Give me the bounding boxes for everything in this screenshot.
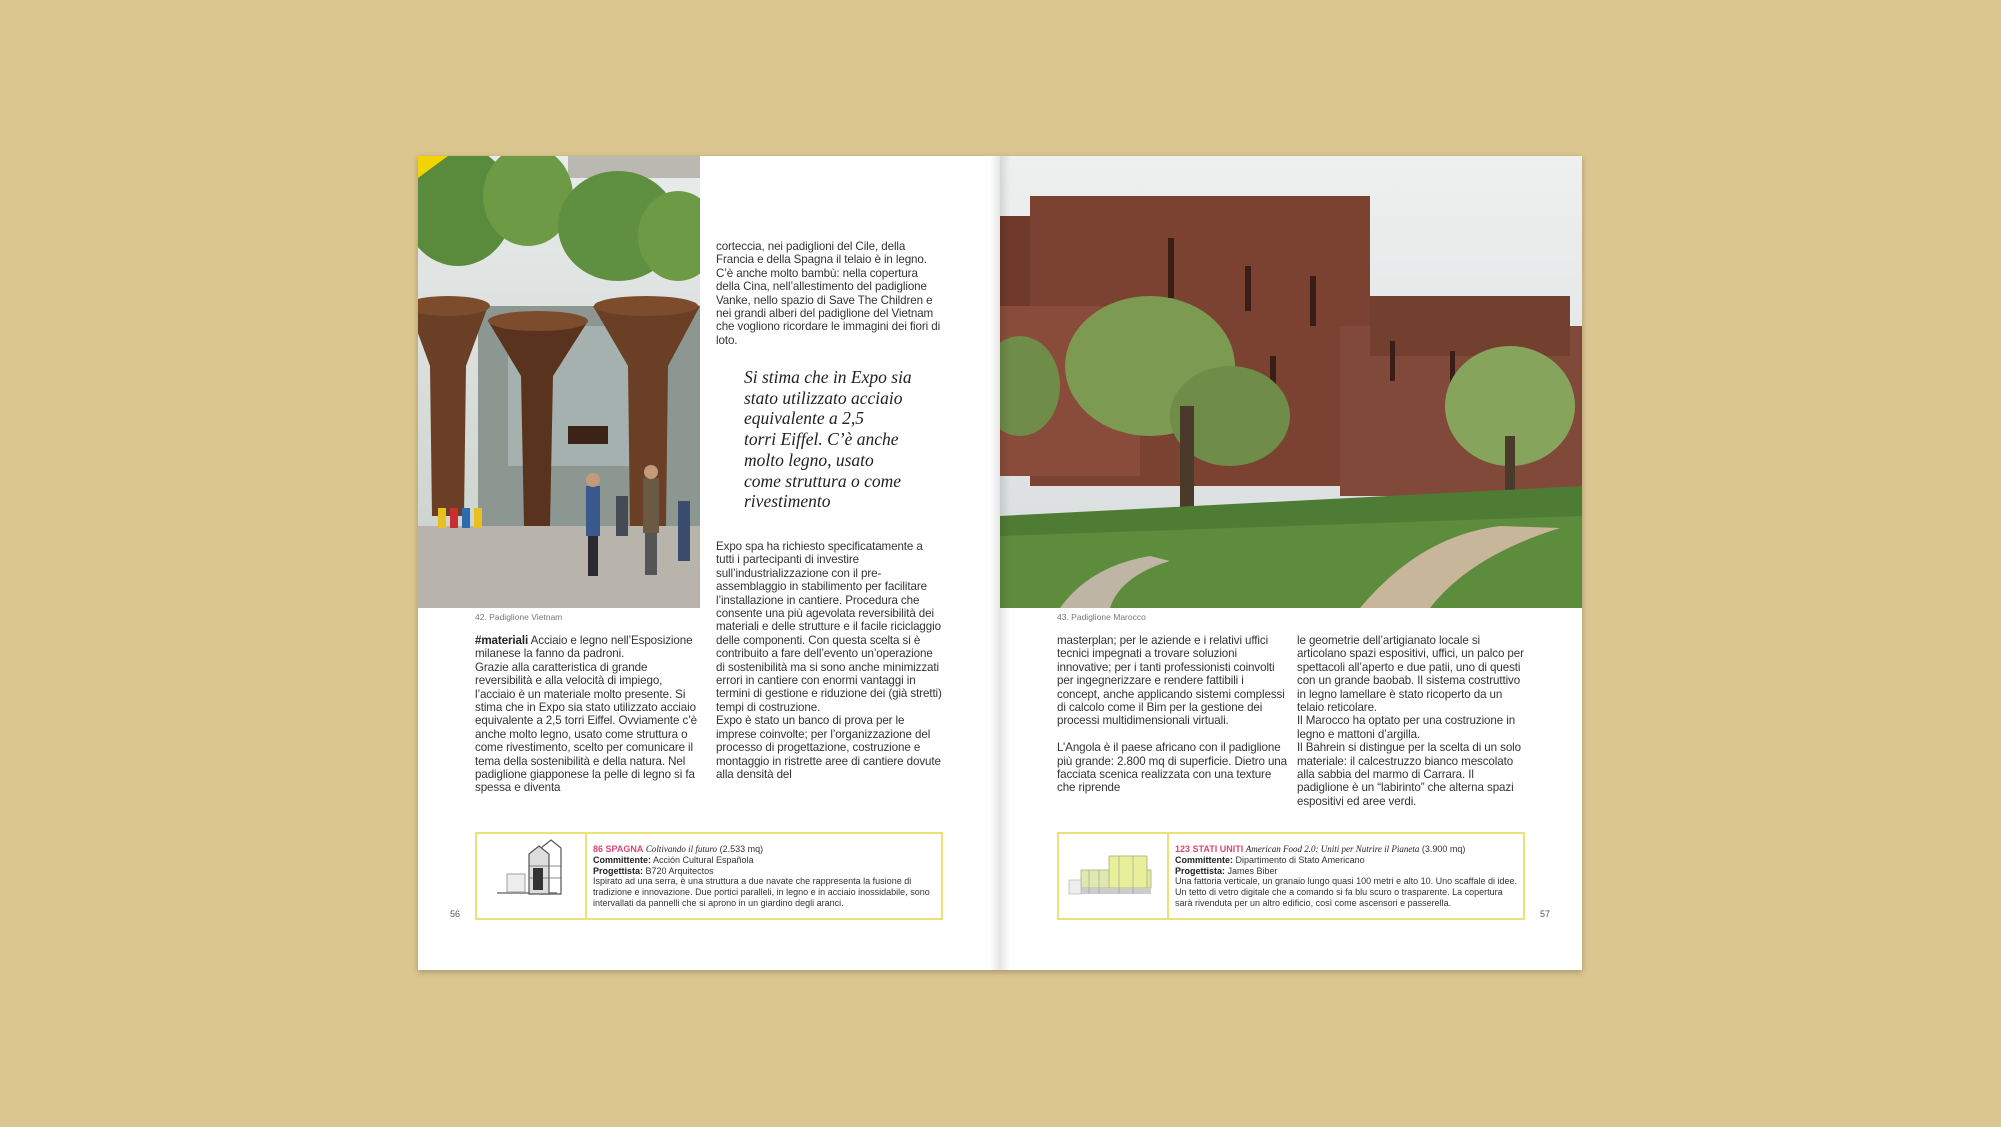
photo-caption: 42. Padiglione Vietnam [475, 612, 563, 622]
infobox-heading [1175, 844, 1519, 855]
body-column-1 [475, 634, 700, 795]
pavilion-country: STATI UNITI [1192, 844, 1244, 854]
pavilion-number: 123 [1175, 844, 1191, 854]
pavilion-title: Coltivando il futuro [645, 844, 718, 854]
page-number-right: 57 [1540, 909, 1551, 919]
infobox-text [593, 844, 937, 909]
body-column-1: masterplan; per le aziende e i relativi uffici tecnici impegnati a trovare soluzioni innovative; per i tanti professionisti coinvolti per ingegnerizzare e rendere fattibili i concept, anche applicando sistemi complessi di calcolo come il Bim per la gestione dei processi multidimensionali virtuali. L’Angola è il paese africano con il padiglione più grande: 2.800 mq di superficie. Dietro una facciata scenica realizzata con una texture che riprende [1057, 634, 1287, 795]
pavilion-title: American Food 2.0: Uniti per Nutrire il Pianeta [1245, 844, 1420, 854]
pavilion-number: 86 [593, 844, 604, 854]
pull-quote: Si stima che in Expo sia stato utilizzato acciaio equivalente a 2,5 torri Eiffel. C’è anche molto legno, usato come struttura o come rivestimento [744, 367, 912, 512]
column-1-text: Acciaio e legno nell’Esposizione milanese la fanno da padroni. Grazie alla caratteristica di grande reversibilità e alla velocità di impiego, l’acciaio è un materiale molto presente. Si stima che in Expo sia stato utilizzato acciaio equivalente a 2,5 torri Eiffel. Ovviamente c’è anche molto legno, usato come struttura o come rivestimento, scelto per comunicare il tema della sostenibilità e della natura. Nel padiglione giapponese la pelle di legno si fa spessa e diventa [475, 634, 698, 795]
vietnam-pavilion-photo [418, 156, 700, 608]
magazine-spread [418, 156, 1582, 970]
page-number-left: 56 [450, 909, 461, 919]
infobox-client: Committente: Acción Cultural Española [593, 854, 754, 865]
infobox-client: Committente: Dipartimento di Stato Americano [1175, 854, 1365, 865]
spagna-pavilion-illustration [477, 834, 587, 918]
pavilion-area: (3.900 mq) [1421, 844, 1466, 854]
pavilion-infobox-stati-uniti [1057, 832, 1525, 920]
morocco-pavilion-photo [1000, 156, 1582, 608]
body-column-2-top: corteccia, nei padiglioni del Cile, della Francia e della Spagna il telaio è in legno. C’è anche molto bambù: nella copertura della Cina, nell’allestimento del padiglione Vanke, nello spazio di Save The Children e nei grandi alberi del padiglione del Vietnam che vogliono ricordare le immagini dei fiori di loto. [716, 240, 941, 347]
body-column-2-bottom: Expo spa ha richiesto specificatamente a tutti i partecipanti di investire sull’industrializzazione con il pre-assemblaggio in stabilimento per facilitare l’installazione in cantiere. Procedura che consente una più agevolata reversibilità dei materiali e delle strutture e il facile riciclaggio delle componenti. Con questa scelta si è contribuito a fare dell’evento un’operazione di sostenibilità ma si sono anche minimizzati errori in cantiere con enormi vantaggi in termini di gestione e riduzione dei (già stretti) tempi di costruzione. Expo è stato un banco di prova per le imprese coinvolte; per l’organizzazione del processo di progettazione, costruzione e montaggio in ristrette aree di cantiere dovute alla densità del [716, 540, 942, 781]
right-page [1000, 156, 1582, 970]
stati-uniti-pavilion-illustration [1059, 834, 1169, 918]
infobox-description: Una fattoria verticale, un granaio lungo quasi 100 metri e alto 10. Uno scaffale di idee. Un tetto di vetro digitale che a comando si fa blu scuro o trasparente. La copertura sarà rivenduta per un altro edificio, così come ascensori e passerella. [1175, 876, 1518, 908]
infobox-text [1175, 844, 1519, 909]
hashtag-materiali[interactable]: #materiali [475, 634, 529, 647]
infobox-designer: Progettista: James Biber [1175, 865, 1278, 876]
body-column-2: le geometrie dell’artigianato locale si articolano spazi espositivi, uffici, un palco per spettacoli all’aperto e due patii, uno di questi con un grande baobab. Il sistema costruttivo in legno lamellare è stato ricoperto da un telaio reticolare. Il Marocco ha optato per una costruzione in legno e mattoni d’argilla. Il Bahrein si distingue per la scelta di un solo materiale: il calcestruzzo bianco mescolato alla sabbia del marmo di Carrara. Il padiglione è un “labirinto” che alterna spazi espositivi ed aree verdi. [1297, 634, 1524, 808]
infobox-designer: Progettista: B720 Arquitectos [593, 865, 714, 876]
photo-caption: 43. Padiglione Marocco [1057, 612, 1146, 622]
left-page [418, 156, 1000, 970]
pavilion-area: (2.533 mq) [719, 844, 764, 854]
pavilion-infobox-spagna [475, 832, 943, 920]
infobox-description: Ispirato ad una serra, è una struttura a due navate che rappresenta la fusione di tradizione e innovazione. Due portici paralleli, in legno e in acciaio inossidabile, sono intervallati da pannelli che si aprono in un giardino degli aranci. [593, 876, 930, 908]
infobox-heading [593, 844, 937, 855]
pavilion-country: SPAGNA [605, 844, 644, 854]
